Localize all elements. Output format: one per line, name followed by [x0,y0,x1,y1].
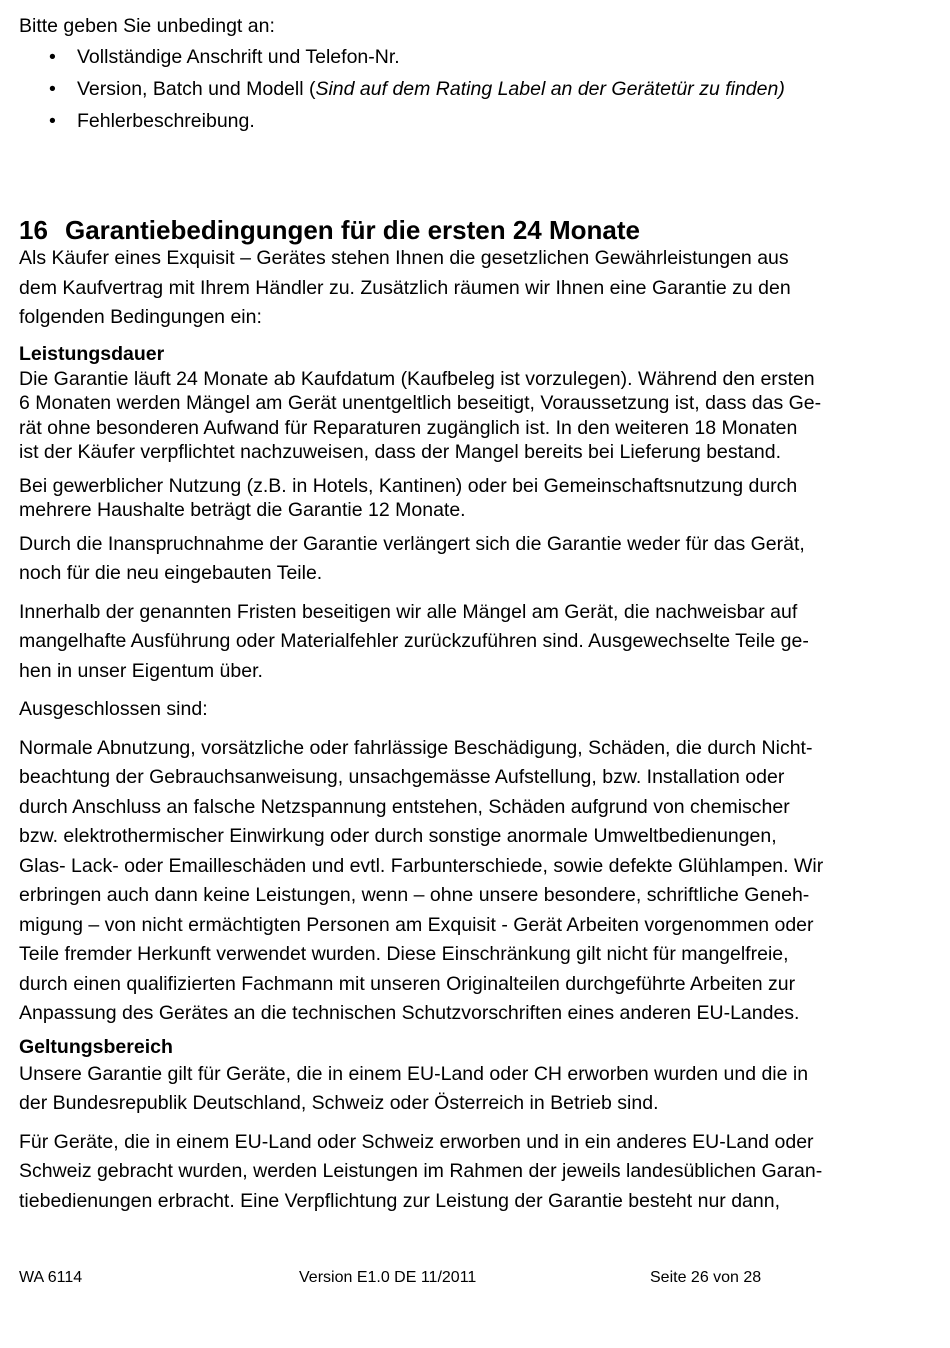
text-line: Normale Abnutzung, vorsätzliche oder fahrlässige Beschädigung, Schäden, die durch Nicht- [19,736,813,759]
list-item [19,73,909,105]
text-line: Unsere Garantie gilt für Geräte, die in einem EU-Land oder CH erworben wurden und die in [19,1062,809,1085]
footer-page-number: Seite 26 von 28 [650,1269,762,1286]
text-line: ist der Käufer verpflichtet nachzuweisen, dass der Mangel bereits bei Lieferung bestand. [19,441,782,463]
text-line: hen in unser Eigentum über. [19,659,263,682]
ausgeschlossen-label: Ausgeschlossen sind: [19,698,208,720]
text-line: dem Kaufvertrag mit Ihrem Händler zu. Zusätzlich räumen wir Ihnen eine Garantie zu den [19,276,791,299]
text-line: tiebedienungen erbracht. Eine Verpflichtung zur Leistung der Garantie besteht nur dann, [19,1189,781,1212]
list-item [19,105,909,137]
text-line: migung – von nicht ermächtigten Personen am Exquisit - Gerät Arbeiten vorgenommen oder [19,913,814,936]
text-line: Bei gewerblicher Nutzung (z.B. in Hotels, Kantinen) oder bei Gemeinschaftsnutzung durch [19,474,798,497]
geltungsbereich-paragraph-2 [19,1128,909,1217]
leistungsdauer-paragraph-2 [19,474,909,523]
text-line: erbringen auch dann keine Leistungen, wenn – ohne unsere besondere, schriftliche Geneh- [19,884,810,906]
section-heading [19,214,909,246]
geltungsbereich-heading: Geltungsbereich [19,1035,173,1058]
text-line: durch einen qualifizierten Fachmann mit unseren Originalteilen durchgeführte Arbeiten zur [19,972,796,995]
document-page [19,12,909,1212]
text-line: Für Geräte, die in einem EU-Land oder Schweiz erworben und in ein anderes EU-Land oder [19,1130,814,1153]
list-item-text: Fehlerbeschreibung. [77,110,255,132]
text-line: Als Käufer eines Exquisit – Gerätes stehen Ihnen die gesetzlichen Gewährleistungen aus [19,247,789,269]
text-line: Teile fremder Herkunft verwendet wurden. Diese Einschränkung gilt nicht für mangelfreie, [19,943,789,965]
text-line: Durch die Inanspruchnahme der Garantie verlängert sich die Garantie weder für das Gerät, [19,532,805,555]
text-line: mehrere Haushalte beträgt die Garantie 12 Monate. [19,499,466,521]
section-16 [19,214,909,1216]
leistungsdauer-paragraph-3 [19,530,909,589]
bullet-icon: • [49,46,56,68]
text-line: beachtung der Gebrauchsanweisung, unsachgemässe Aufstellung, bzw. Installation oder [19,766,785,788]
list-item [19,41,909,73]
geltungsbereich-paragraph-1 [19,1060,909,1119]
text-line: noch für die neu eingebauten Teile. [19,562,323,584]
text-line: durch Anschluss an falsche Netzspannung entstehen, Schäden aufgrund von chemischer [19,795,790,818]
text-line: folgenden Bedingungen ein: [19,306,262,328]
list-item-note: Sind auf dem Rating Label an der Gerätetür zu finden) [315,78,785,100]
required-info-list [19,41,909,137]
section-number: 16 [19,215,48,245]
footer-version: Version E1.0 DE 11/2011 [299,1269,477,1286]
text-line: mangelhafte Ausführung oder Materialfehler zurückzuführen sind. Ausgewechselte Teile ge- [19,630,809,652]
intro-text: Bitte geben Sie unbedingt an: [19,15,275,37]
footer-model: WA 6114 [19,1269,83,1286]
bullet-icon: • [49,78,56,100]
section-title: Garantiebedingungen für die ersten 24 Monate [65,215,640,245]
ausgeschlossen-paragraph [19,734,909,1029]
leistungsdauer-paragraph-4 [19,598,909,687]
text-line: bzw. elektrothermischer Einwirkung oder durch sonstige anormale Umweltbedienungen, [19,825,777,847]
leistungsdauer-heading: Leistungsdauer [19,342,165,365]
list-item-text: Version, Batch und Modell ( [77,78,316,100]
text-line: Innerhalb der genannten Fristen beseitigen wir alle Mängel am Gerät, die nachweisbar auf [19,600,798,623]
bullet-icon: • [49,110,56,132]
text-line: 6 Monaten werden Mängel am Gerät unentgeltlich beseitigt, Voraussetzung ist, dass das Ge- [19,392,822,414]
text-line: der Bundesrepublik Deutschland, Schweiz oder Österreich in Betrieb sind. [19,1092,659,1114]
text-line: Schweiz gebracht wurden, werden Leistungen im Rahmen der jeweils landesüblichen Garan- [19,1160,823,1182]
text-line: Anpassung des Gerätes an die technischen Schutzvorschriften eines anderen EU-Landes. [19,1002,800,1024]
list-item-text: Vollständige Anschrift und Telefon-Nr. [77,46,400,68]
leistungsdauer-paragraph-1 [19,367,909,465]
text-line: Die Garantie läuft 24 Monate ab Kaufdatum (Kaufbeleg ist vorzulegen). Während den ersten [19,367,815,390]
text-line: rät ohne besonderen Aufwand für Reparaturen zugänglich ist. In den weiteren 18 Monaten [19,416,798,439]
text-line: Glas- Lack- oder Emailleschäden und evtl. Farbunterschiede, sowie defekte Glühlampen. Wir [19,854,824,877]
section-intro [19,244,909,333]
